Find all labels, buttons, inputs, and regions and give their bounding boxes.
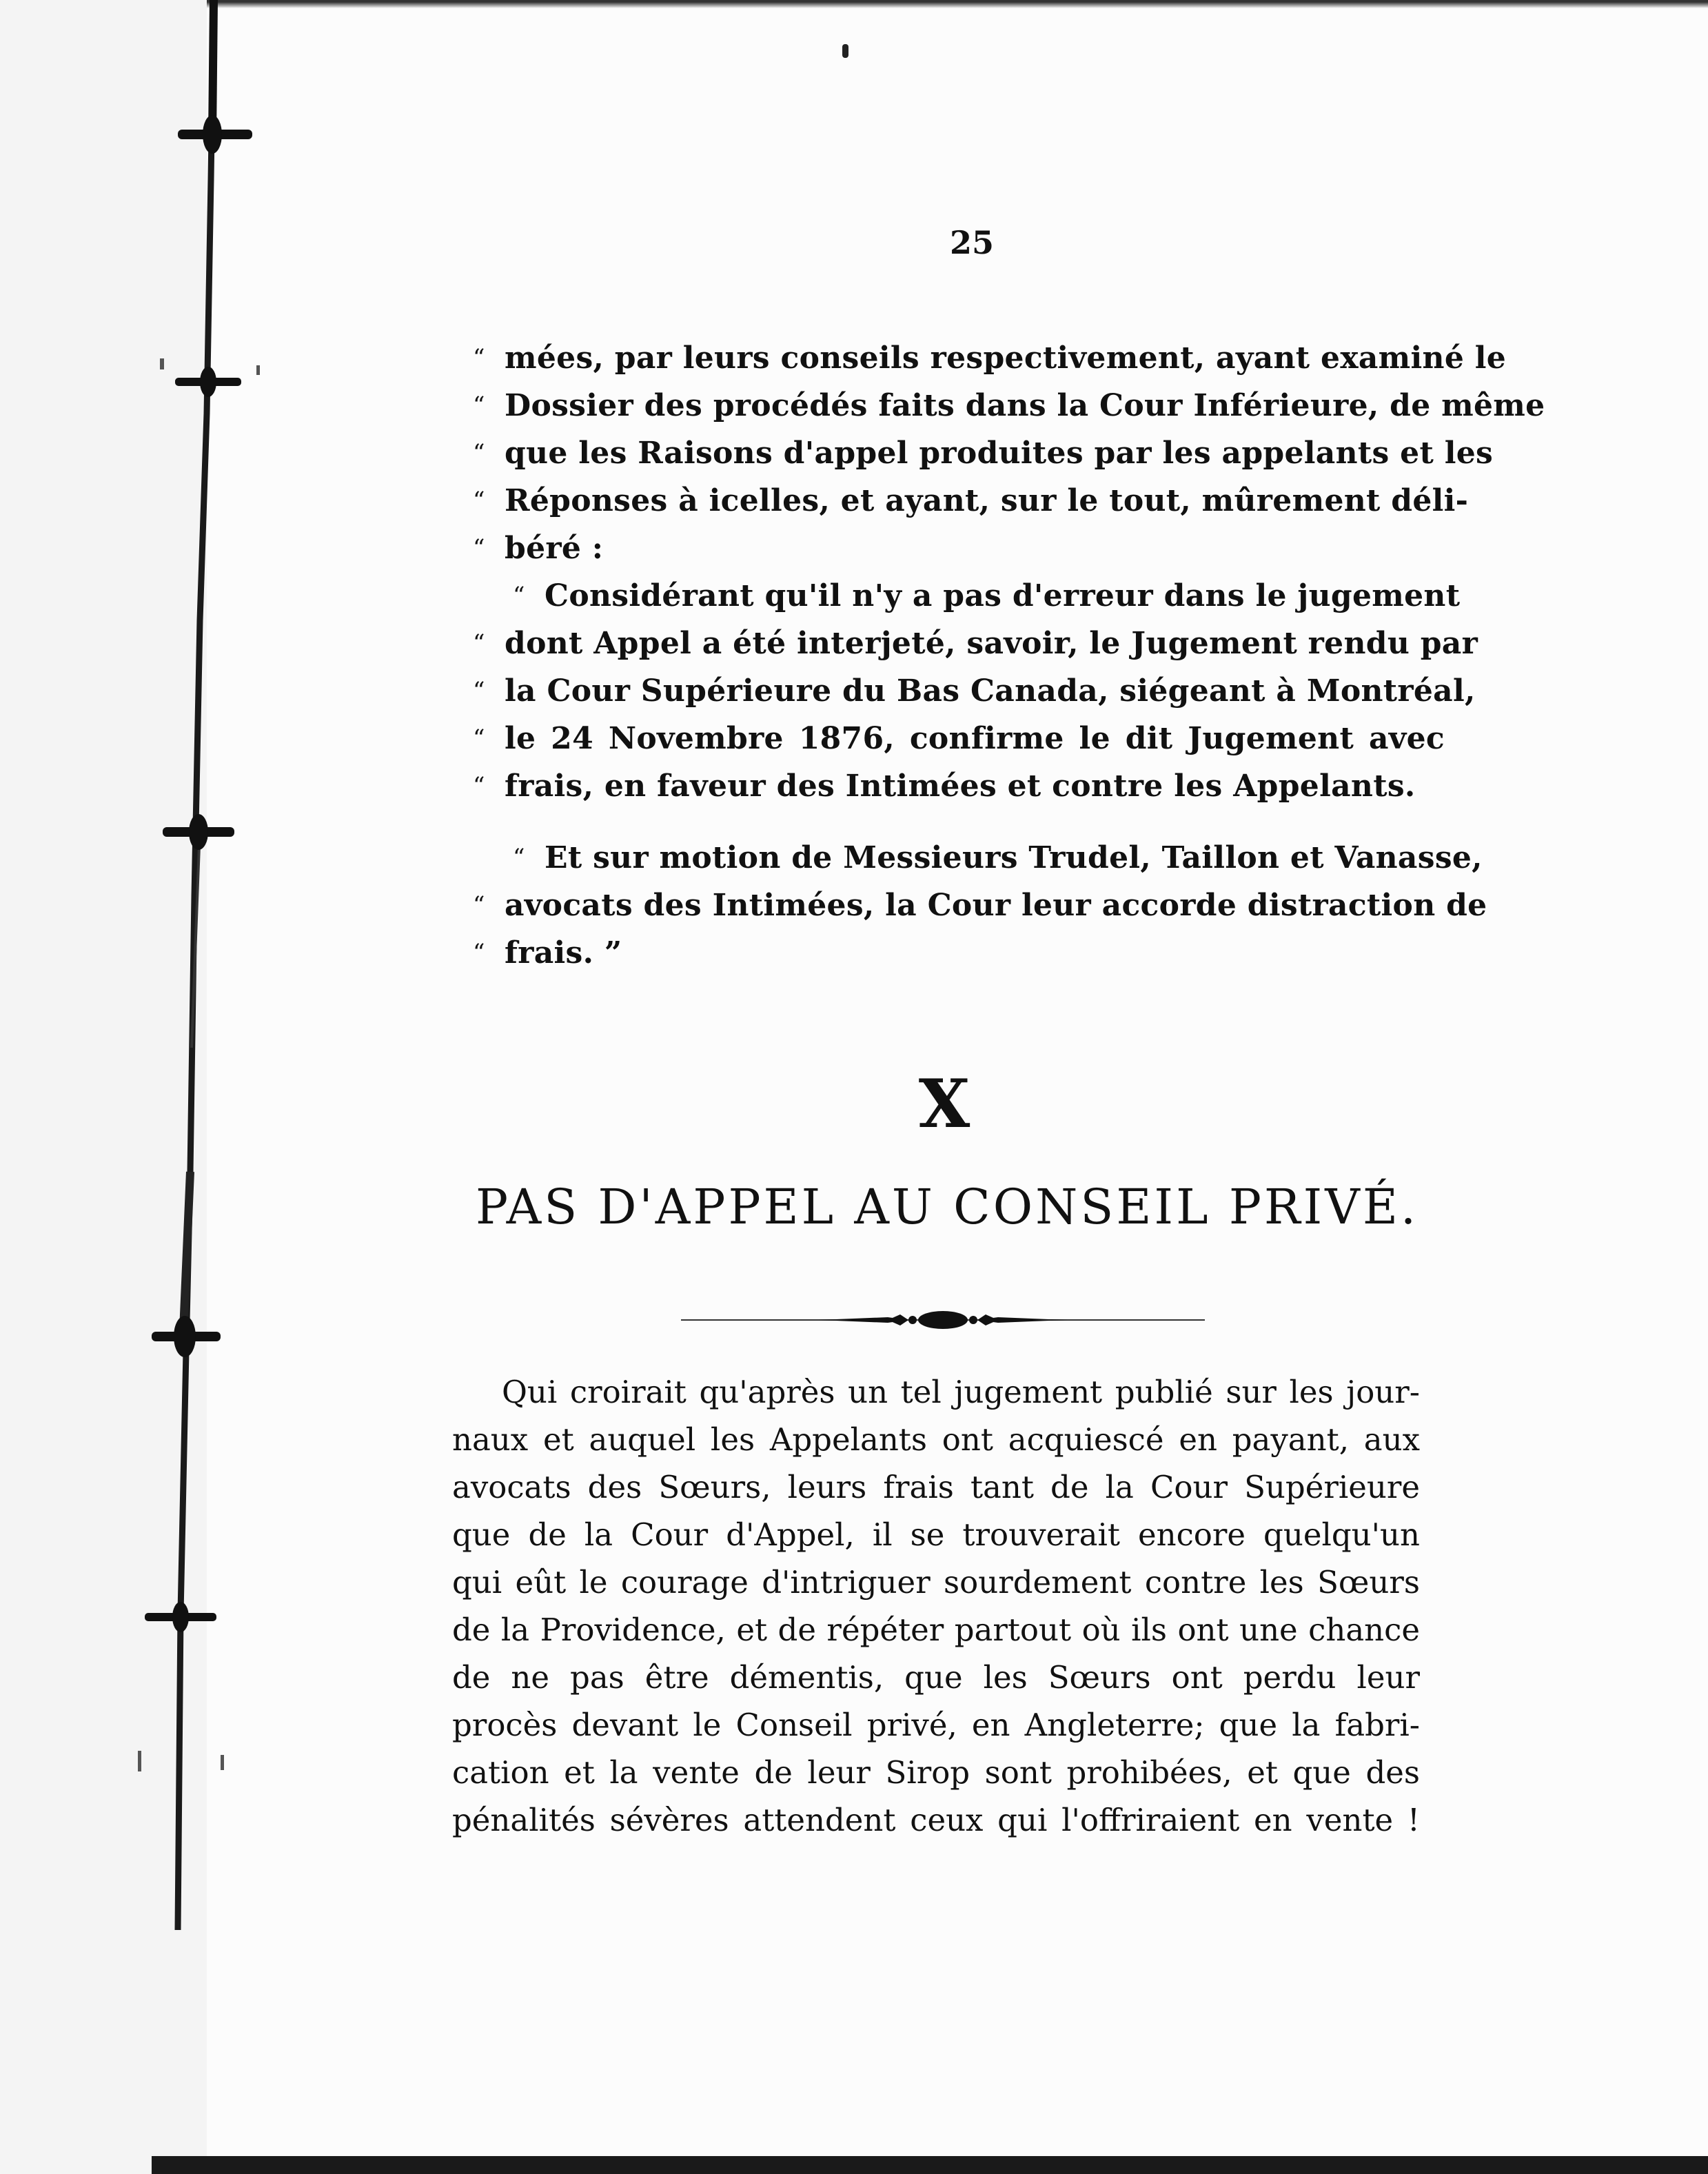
paragraph-line: procès devant le Conseil privé, en Angleterre; que la fabri- [452,1707,1420,1743]
paragraph-line: pénalités sévères attendent ceux qui l'offriraient en vente ! [452,1802,1420,1838]
binding-stitches [0,0,262,2174]
paragraph-line: de la Providence, et de répéter partout où ils ont une chance [452,1612,1420,1648]
quote-block-3 [473,834,1487,977]
quote-mark: “ [473,534,485,562]
quote-line-text: la Cour Supérieure du Bas Canada, siégeant à Montréal, [505,673,1476,709]
quote-line-text: béré : [505,531,604,566]
quote-line-text: frais, en faveur des Intimées et contre les Appelants. [505,769,1416,804]
scan-top-edge [207,0,1708,8]
quote-line-text: Dossier des procédés faits dans la Cour Inférieure, de même [505,388,1545,423]
paragraph-line: cation et la vente de leur Sirop sont prohibées, et que des [452,1754,1420,1791]
paragraph-line: avocats des Sœurs, leurs frais tant de la Cour Supérieure [452,1469,1420,1505]
quote-line [473,477,1469,525]
quote-mark: “ [513,582,525,609]
quote-line [473,762,1445,810]
ink-speck [842,44,848,58]
quote-line [473,667,1476,715]
quote-line [473,620,1478,667]
quote-line-text: le 24 Novembre 1876, confirme le dit Jugement avec [505,721,1445,756]
quote-line [473,572,1461,620]
quote-line [473,834,1483,882]
quote-line [473,429,1494,477]
quote-line-text: mées, par leurs conseils respectivement, ayant examiné le [505,341,1507,376]
quote-line-text: frais. ” [505,935,622,971]
quote-mark: “ [473,629,485,657]
paragraph-line: qui eût le courage d'intriguer sourdement contre les Sœurs [452,1564,1420,1601]
section-title: PAS D'APPEL AU CONSEIL PRIVÉ. [476,1179,1419,1235]
scan-bottom-edge [152,2156,1708,2174]
quote-line-text: dont Appel a été interjeté, savoir, le Jugement rendu par [505,626,1478,661]
quote-line-text: Et sur motion de Messieurs Trudel, Taillon et Vanasse, [545,840,1483,875]
quote-mark: “ [473,939,485,966]
section-number: X [918,1065,970,1143]
quote-block-1 [473,334,1545,572]
body-paragraph [452,1368,1420,1844]
quote-block-2 [473,572,1478,810]
quote-mark: “ [473,891,485,919]
quote-line-text: avocats des Intimées, la Cour leur accorde distraction de [505,888,1487,923]
quote-mark: “ [473,439,485,467]
quote-line [473,929,1445,977]
quote-line-text: Réponses à icelles, et ayant, sur le tout, mûrement déli- [505,483,1469,518]
quote-line [473,882,1487,929]
quote-line [473,715,1445,762]
page-number: 25 [949,224,994,261]
quote-mark: “ [473,772,485,800]
ornamental-rule [681,1306,1205,1334]
quote-mark: “ [473,487,485,514]
paragraph-line: de ne pas être démentis, que les Sœurs ont perdu leur [452,1659,1420,1696]
paragraph-line: naux et auquel les Appelants ont acquiescé en payant, aux [452,1421,1420,1458]
quote-line [473,525,1445,572]
quote-mark: “ [473,677,485,704]
quote-mark: “ [473,392,485,419]
quote-mark: “ [513,844,525,871]
quote-mark: “ [473,724,485,752]
paragraph-line: Qui croirait qu'après un tel jugement publié sur les jour- [502,1374,1420,1410]
quote-line-text: que les Raisons d'appel produites par les appelants et les [505,436,1494,471]
quote-line [473,334,1507,382]
quote-mark: “ [473,344,485,372]
paragraph-line: que de la Cour d'Appel, il se trouverait encore quelqu'un [452,1516,1420,1553]
quote-line [473,382,1545,429]
quote-line-text: Considérant qu'il n'y a pas d'erreur dans le jugement [545,578,1461,613]
